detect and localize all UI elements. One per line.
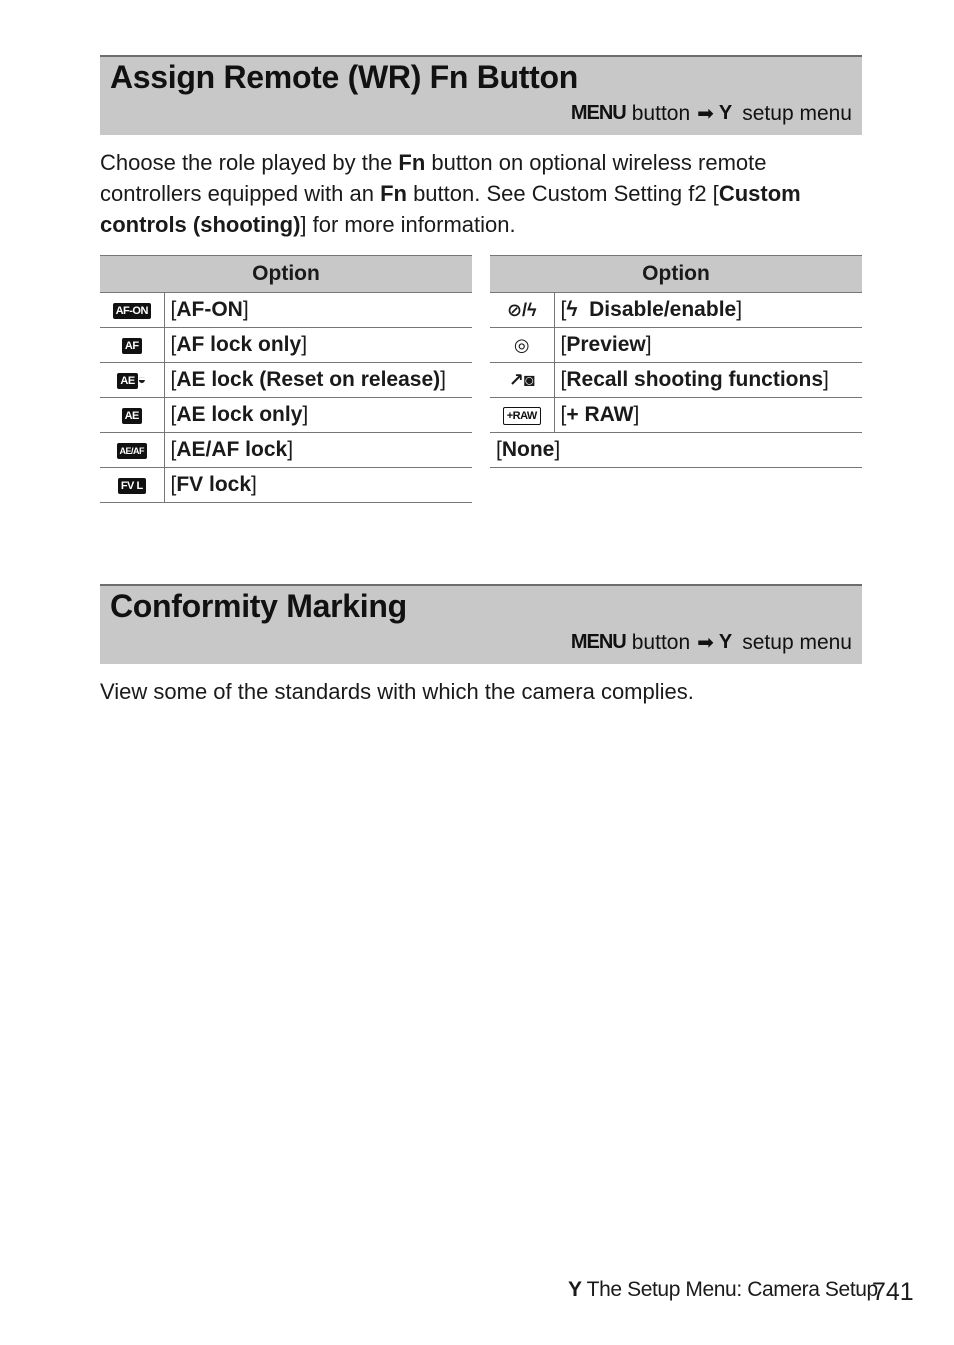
footer-chapter	[568, 1278, 878, 1302]
menu-key: MENU	[570, 631, 626, 653]
option-label: AE lock only	[176, 403, 303, 426]
setup-menu-label: setup menu	[742, 101, 852, 125]
table-row: +RAW [+ RAW]	[490, 398, 862, 433]
arrow-right-icon: ➡	[697, 103, 714, 125]
table-row: FV L [FV lock]	[100, 468, 472, 503]
wrench-icon: Y	[568, 1278, 582, 1301]
intro-bold-fn-2: Fn	[380, 181, 407, 206]
option-label: Preview	[566, 333, 646, 356]
section-title: Assign Remote (WR) Fn Button	[110, 59, 578, 95]
option-label: AE lock (Reset on release)	[176, 368, 441, 391]
ae-lock-icon: AE	[122, 408, 142, 424]
option-label: FV lock	[176, 473, 252, 496]
table-row: [None]	[490, 433, 862, 468]
table-row: AE ◒ [AE lock (Reset on release)]	[100, 363, 472, 398]
footer-label: The Setup Menu: Camera Setup	[586, 1278, 878, 1301]
option-label: AF lock only	[176, 333, 302, 356]
intro-text-1: Choose the role played by the	[100, 150, 399, 175]
intro-text-4: ] for more information.	[300, 212, 516, 237]
intro-text-2: button on optional wireless remote controllers equipped with an	[100, 150, 767, 206]
intro-text-3: button. See Custom Setting f2 [	[406, 181, 719, 206]
plus-raw-icon: +RAW	[503, 407, 541, 425]
menu-button-label: button	[631, 630, 691, 654]
option-label: AF-ON	[176, 298, 243, 321]
page-number: 741	[872, 1278, 914, 1306]
option-label: Recall shooting functions	[566, 368, 824, 391]
recall-shooting-icon: ↗◙	[508, 369, 535, 390]
menu-path	[571, 630, 852, 655]
af-lock-icon: AF	[122, 338, 142, 354]
table-header: Option	[100, 256, 472, 293]
conformity-paragraph: View some of the standards with which the camera complies.	[100, 679, 694, 704]
option-label: AE/AF lock	[176, 438, 288, 461]
arrow-right-icon: ➡	[697, 632, 714, 654]
intro-paragraph	[100, 147, 870, 240]
option-label: + RAW	[566, 403, 634, 426]
wrench-icon: Y	[718, 102, 733, 124]
menu-button-label: button	[631, 101, 691, 125]
reset-arc-icon: ◒	[137, 371, 147, 387]
menu-key: MENU	[570, 102, 626, 124]
preview-icon: ◎	[513, 334, 530, 355]
table-header: Option	[490, 256, 862, 293]
fv-lock-icon: FV L	[118, 478, 146, 494]
section-header-conformity	[100, 584, 862, 664]
wrench-icon: Y	[718, 631, 733, 653]
options-table-left	[100, 255, 472, 503]
section-title: Conformity Marking	[110, 588, 407, 624]
menu-path	[571, 101, 852, 126]
table-row: ↗◙ [Recall shooting functions]	[490, 363, 862, 398]
table-row: AE/AF [AE/AF lock]	[100, 433, 472, 468]
intro-bold-fn-1: Fn	[398, 150, 426, 175]
table-row: ⊘/ϟ [ϟ Disable/enable]	[490, 293, 862, 328]
option-label-none: None	[501, 438, 555, 461]
table-row: ◎ [Preview]	[490, 328, 862, 363]
intro-bold-custom-controls: Custom controls (shooting)	[100, 181, 801, 237]
options-table-right	[490, 255, 862, 468]
setup-menu-label: setup menu	[742, 630, 852, 654]
flash-disable-icon: ⊘/ϟ	[506, 299, 537, 320]
af-on-icon: AF-ON	[113, 303, 151, 319]
table-row: AF [AF lock only]	[100, 328, 472, 363]
table-row: AF-ON [AF-ON]	[100, 293, 472, 328]
ae-af-lock-icon: AE/AF	[117, 443, 148, 459]
flash-icon: ϟ	[566, 298, 578, 321]
section-header-assign-remote	[100, 55, 862, 135]
table-row: AE [AE lock only]	[100, 398, 472, 433]
ae-lock-reset-icon: AE	[117, 373, 137, 389]
option-label: Disable/enable	[589, 298, 737, 321]
